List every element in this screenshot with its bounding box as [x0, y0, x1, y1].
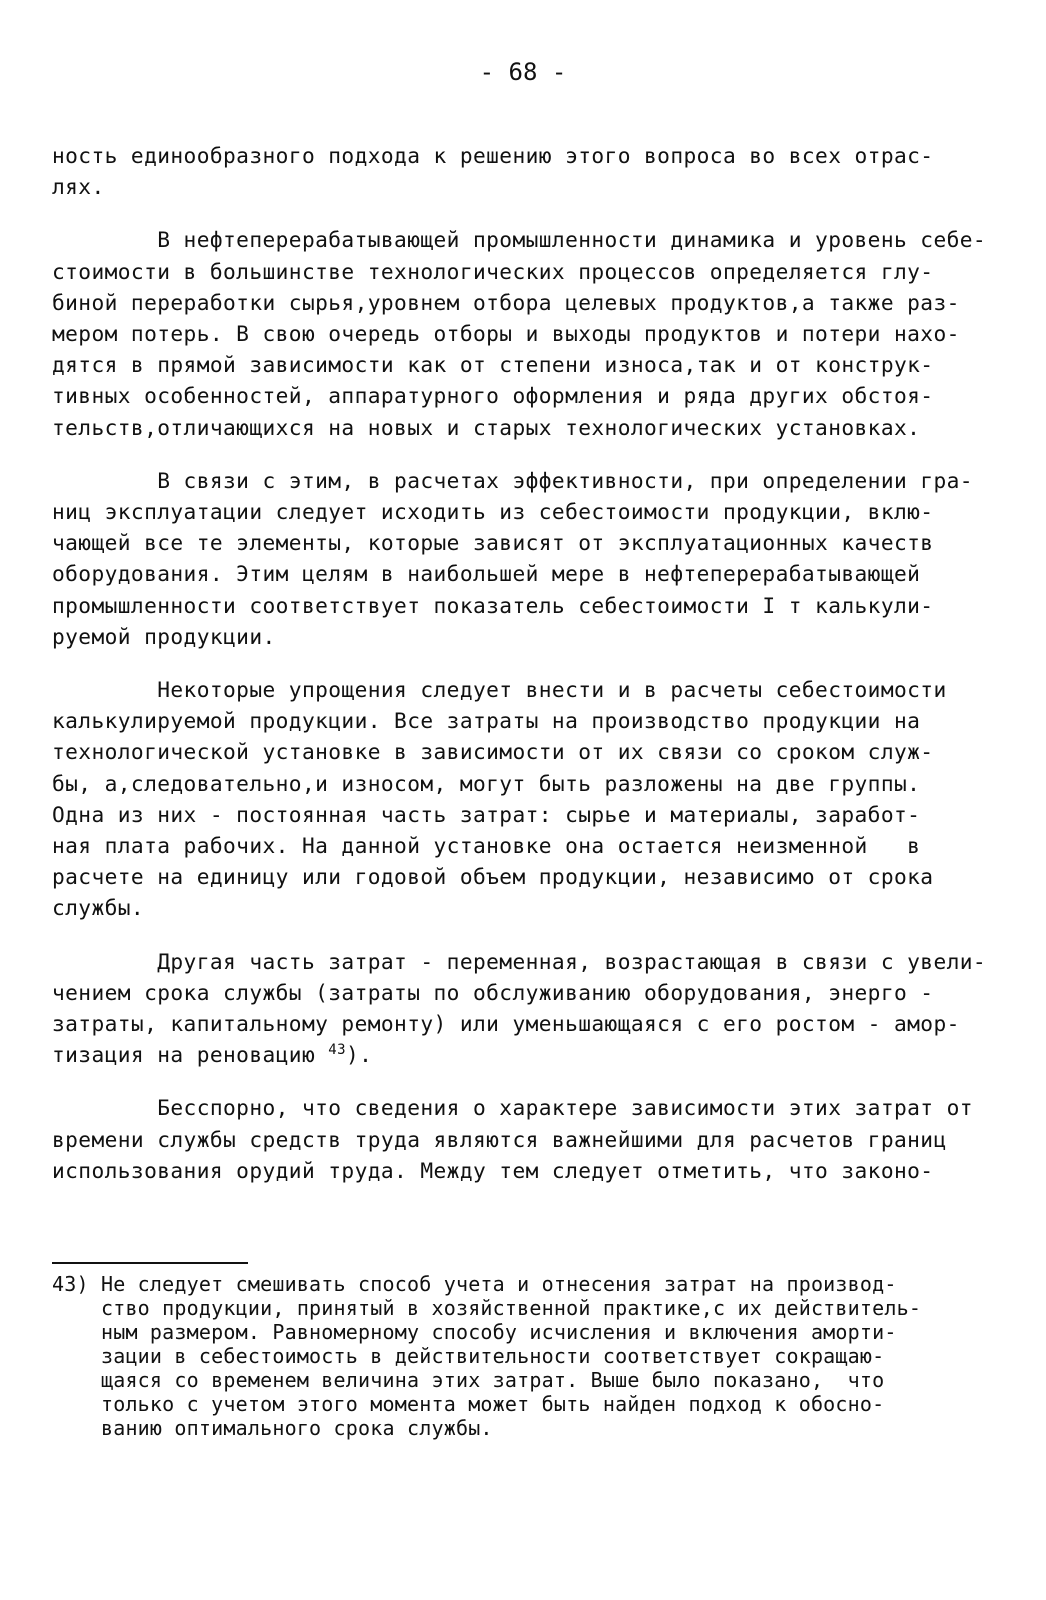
text-line: расчете на единицу или годовой объем продукции, независимо от срока — [52, 864, 934, 890]
text-fragment: тизация на реновацию — [52, 1042, 329, 1068]
text-line: ность единообразного подхода к решению этого вопроса во всех отрас- — [52, 143, 934, 168]
text-line: В связи с этим, в расчетах эффективности, при определении гра- — [52, 467, 973, 493]
footnote-divider — [52, 1262, 248, 1264]
body-text — [52, 140, 992, 1186]
footnote-line: 43) Не следует смешивать способ учета и отнесения затрат на производ- — [52, 1272, 897, 1296]
page-number: - 68 - — [479, 58, 567, 86]
footnote-line: ным размером. Равномерному способу исчисления и включения аморти- — [52, 1320, 897, 1344]
text-line: тивных особенностей, аппаратурного оформления и ряда других обстоя- — [52, 383, 934, 409]
text-line: Другая часть затрат - переменная, возрастающая в связи с увели- — [52, 948, 987, 974]
text-line: ниц эксплуатации следует исходить из себестоимости продукции, вклю- — [52, 499, 934, 525]
footnote-reference[interactable]: 43 — [328, 1042, 346, 1059]
text-line: Бесспорно, что сведения о характере зависимости этих затрат от — [52, 1095, 973, 1121]
text-line: технологической установке в зависимости от их связи со сроком служ- — [52, 739, 934, 765]
text-line: чающей все те элементы, которые зависят от эксплуатационных качеств — [52, 530, 934, 556]
text-line-with-footnote-ref — [52, 1039, 992, 1070]
footnote-line: только с учетом этого момента может быть найден подход к обосно- — [52, 1392, 885, 1416]
text-line: промышленности соответствует показатель себестоимости I т калькули- — [52, 592, 934, 618]
text-line: калькулируемой продукции. Все затраты на производство продукции на — [52, 708, 921, 734]
footnote-line: зации в себестоимость в действительности соответствует сокращаю- — [52, 1344, 885, 1368]
footnote-line: ванию оптимального срока службы. — [52, 1416, 493, 1440]
text-line: лях. — [52, 174, 105, 200]
footnote-line: ство продукции, принятый в хозяйственной практике,с их действитель- — [52, 1296, 922, 1320]
text-line: стоимости в большинстве технологических процессов определяется глу- — [52, 258, 934, 284]
text-line: руемой продукции. — [52, 623, 276, 649]
footnote — [52, 1272, 1032, 1440]
text-line: ная плата рабочих. На данной установке она остается неизменной в — [52, 833, 921, 859]
text-line: биной переработки сырья,уровнем отбора целевых продуктов,а также раз- — [52, 289, 960, 315]
text-fragment: ). — [345, 1042, 373, 1068]
text-line: времени службы средств труда являются важнейшими для расчетов границ — [52, 1126, 947, 1152]
text-line: тельств,отличающихся на новых и старых технологических установках. — [52, 414, 921, 440]
text-line: чением срока службы (затраты по обслуживанию оборудования, энерго - — [52, 979, 934, 1005]
text-line: Некоторые упрощения следует внести и в расчеты себестоимости — [52, 677, 947, 703]
text-line: бы, а,следовательно,и износом, могут быть разложены на две группы. — [52, 770, 921, 796]
footnote-line: щаяся со временем величина этих затрат. Выше было показано, что — [52, 1368, 885, 1392]
text-line: В нефтеперерабатывающей промышленности динамика и уровень себе- — [52, 227, 987, 253]
text-line: мером потерь. В свою очередь отборы и выходы продуктов и потери нахо- — [52, 321, 960, 347]
text-line: использования орудий труда. Между тем следует отметить, что законо- — [52, 1157, 934, 1183]
text-line: службы. — [52, 895, 145, 921]
text-line: оборудования. Этим целям в наибольшей мере в нефтеперерабатывающей — [52, 561, 921, 587]
text-line: затраты, капитальному ремонту) или уменьшающаяся с его ростом - амор- — [52, 1011, 960, 1037]
text-line: Одна из них - постоянная часть затрат: сырье и материалы, заработ- — [52, 801, 921, 827]
text-line: дятся в прямой зависимости как от степени износа,так и от конструк- — [52, 352, 934, 378]
